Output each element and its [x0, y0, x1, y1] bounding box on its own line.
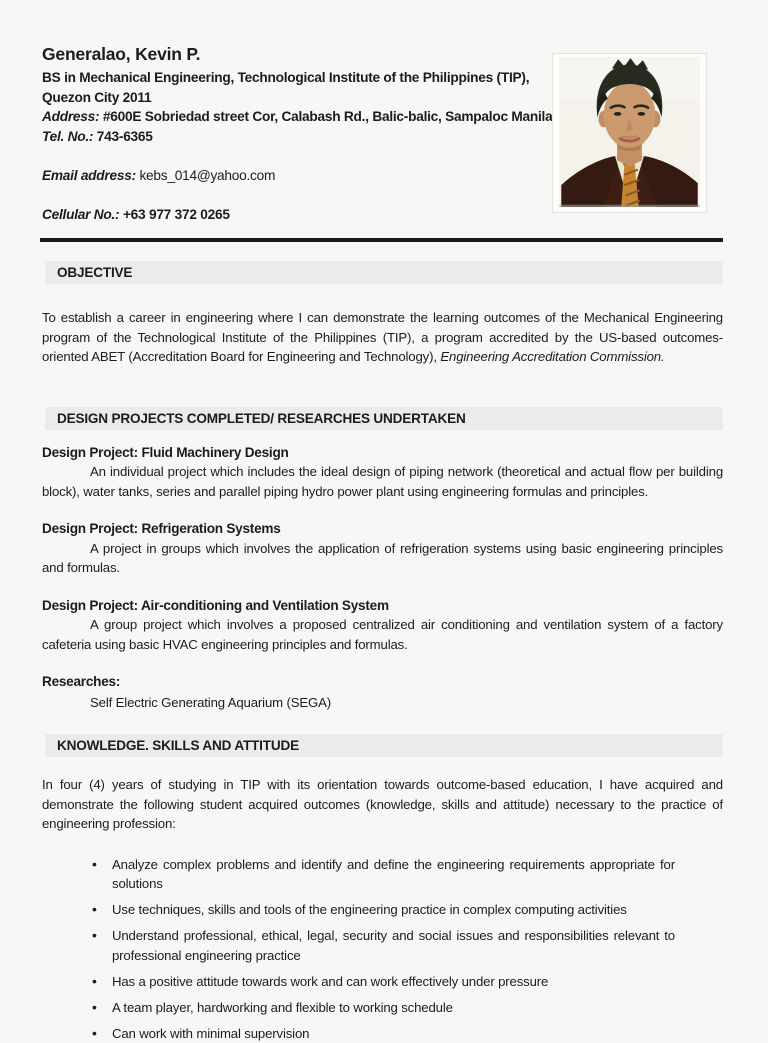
section-header-objective — [45, 261, 723, 284]
applicant-name: Generalao, Kevin P. — [42, 44, 562, 65]
cellular-value: +63 977 372 0265 — [123, 207, 230, 222]
email-label: Email address: — [42, 168, 136, 183]
researches-heading: Researches: — [42, 672, 723, 692]
spacer — [42, 185, 562, 205]
ksa-bullet: • Understand professional, ethical, legal, security and social issues and responsibilities relevant to professional engineering practice — [90, 926, 675, 965]
project-description: A project in groups which involves the application of refrigeration systems using basic engineering principles and formulas. — [42, 539, 723, 578]
project-heading: Design Project: Fluid Machinery Design — [42, 443, 723, 463]
researches-item: Self Electric Generating Aquarium (SEGA) — [42, 693, 723, 713]
ksa-intro-paragraph: In four (4) years of studying in TIP with its orientation towards outcome-based education, I have acquired and demonstrate the following student acquired outcomes (knowledge, skills and attitude) necessary to the practice of engineering profession: — [42, 775, 723, 834]
project-item — [42, 596, 723, 655]
contact-block — [42, 44, 562, 224]
section-header-projects — [45, 407, 723, 430]
applicant-photo — [552, 53, 707, 213]
tel-label: Tel. No.: — [42, 129, 93, 144]
resume-header — [42, 44, 723, 224]
ksa-bullet-list — [42, 855, 675, 1043]
project-item — [42, 519, 723, 578]
degree-line-1: BS in Mechanical Engineering, Technological Institute of the Philippines (TIP), — [42, 68, 562, 88]
project-description: An individual project which includes the ideal design of piping network (theoretical and actual flow per building block), water tanks, series and parallel piping hydro power plant using engineering formulas and principles. — [42, 462, 723, 501]
tel-line — [42, 127, 562, 147]
section-title: OBJECTIVE — [57, 265, 132, 280]
project-heading: Design Project: Air-conditioning and Ventilation System — [42, 596, 723, 616]
section-header-ksa — [45, 734, 723, 757]
cellular-label: Cellular No.: — [42, 207, 119, 222]
address-value: #600E Sobriedad street Cor, Calabash Rd., Balic-balic, Sampaloc Manila — [103, 109, 553, 124]
address-label: Address: — [42, 109, 99, 124]
email-value: kebs_014@yahoo.com — [139, 168, 275, 183]
section-title: KNOWLEDGE. SKILLS AND ATTITUDE — [57, 738, 299, 753]
project-description: A group project which involves a proposed centralized air conditioning and ventilation system of a factory cafeteria using basic HVAC engineering principles and formulas. — [42, 615, 723, 654]
degree-line-2: Quezon City 2011 — [42, 88, 562, 108]
tel-value: 743-6365 — [97, 129, 153, 144]
section-title: DESIGN PROJECTS COMPLETED/ RESEARCHES UNDERTAKEN — [57, 411, 466, 426]
objective-text: To establish a career in engineering where I can demonstrate the learning outcomes of the Mechanical Engineering program of the Technological Institute of the Philippines (TIP), a program accredited by the US-based outcomes-oriented ABET (Accreditation Board for Engineering and Technology), — [42, 310, 723, 364]
cellular-line — [42, 205, 562, 225]
ksa-bullet: • A team player, hardworking and flexible to working schedule — [90, 998, 675, 1018]
address-line — [42, 107, 562, 127]
spacer — [42, 146, 562, 166]
id-portrait-icon — [552, 53, 707, 213]
objective-italic-text: Engineering Accreditation Commission. — [440, 349, 664, 364]
ksa-bullet: • Analyze complex problems and identify and define the engineering requirements appropriate for solutions — [90, 855, 675, 894]
ksa-bullet: • Has a positive attitude towards work and can work effectively under pressure — [90, 972, 675, 992]
project-item — [42, 443, 723, 502]
ksa-bullet: • Use techniques, skills and tools of the engineering practice in complex computing activities — [90, 900, 675, 920]
header-divider — [40, 238, 723, 242]
email-line — [42, 166, 562, 186]
project-heading: Design Project: Refrigeration Systems — [42, 519, 723, 539]
researches-block — [42, 672, 723, 712]
objective-paragraph — [42, 308, 723, 367]
ksa-bullet: • Can work with minimal supervision — [90, 1024, 675, 1043]
